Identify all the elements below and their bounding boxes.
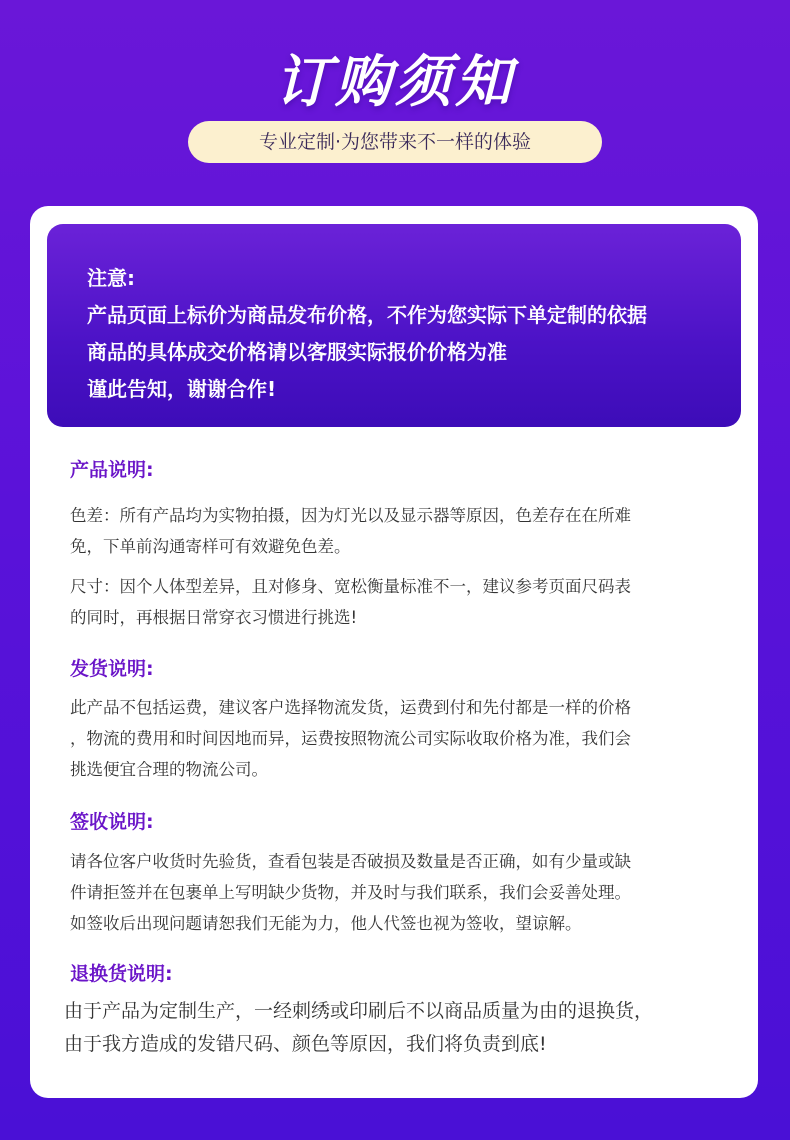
notice-line: 谨此告知，谢谢合作! — [87, 377, 277, 401]
text-line: 由于产品为定制生产，一经刺绣或印刷后不以商品质量为由的退换货， — [64, 1000, 654, 1022]
notice-heading: 注意: — [87, 266, 135, 290]
text-line: 此产品不包括运费，建议客户选择物流发货，运费到付和先付都是一样的价格 — [70, 698, 631, 717]
section-title: 签收说明: — [70, 811, 154, 833]
text-line: 由于我方造成的发错尺码、颜色等原因，我们将负责到底! — [64, 1033, 547, 1055]
returns-section — [64, 960, 744, 1061]
text-line: 挑选便宜合理的物流公司。 — [70, 760, 268, 779]
product-section — [70, 456, 730, 633]
text-line: 色差：所有产品均为实物拍摄，因为灯光以及显示器等原因，色差存在在所难 — [70, 506, 631, 525]
text-line: 请各位客户收货时先验货，查看包装是否破损及数量是否正确，如有少量或缺 — [70, 852, 631, 871]
notice-box — [47, 224, 741, 427]
text-line: 件请拒签并在包裹单上写明缺少货物，并及时与我们联系，我们会妥善处理。 — [70, 883, 631, 902]
section-title: 退换货说明: — [70, 963, 173, 985]
text-line: 如签收后出现问题请恕我们无能为力，他人代签也视为签收，望谅解。 — [70, 914, 582, 933]
text-line: 尺寸：因个人体型差异，且对修身、宽松衡量标准不一，建议参考页面尺码表 — [70, 577, 631, 596]
text-line: ，物流的费用和时间因地而异，运费按照物流公司实际收取价格为准，我们会 — [70, 729, 631, 748]
receipt-section — [70, 808, 730, 939]
text-line: 的同时，再根据日常穿衣习惯进行挑选! — [70, 608, 358, 627]
returns-paragraph — [64, 995, 744, 1061]
shipping-section — [70, 655, 730, 785]
size-paragraph — [70, 571, 730, 633]
subtitle-badge: 专业定制·为您带来不一样的体验 — [188, 121, 602, 163]
page-title: 订购须知 — [275, 50, 515, 115]
content-card — [30, 206, 758, 1098]
notice-line: 产品页面上标价为商品发布价格，不作为您实际下单定制的依据 — [87, 303, 647, 327]
section-title: 产品说明: — [70, 459, 154, 481]
notice-line: 商品的具体成交价格请以客服实际报价价格为准 — [87, 340, 507, 364]
section-title: 发货说明: — [70, 658, 154, 680]
color-diff-paragraph — [70, 500, 730, 562]
shipping-paragraph — [70, 692, 730, 785]
text-line: 免，下单前沟通寄样可有效避免色差。 — [70, 537, 351, 556]
receipt-paragraph — [70, 846, 730, 939]
